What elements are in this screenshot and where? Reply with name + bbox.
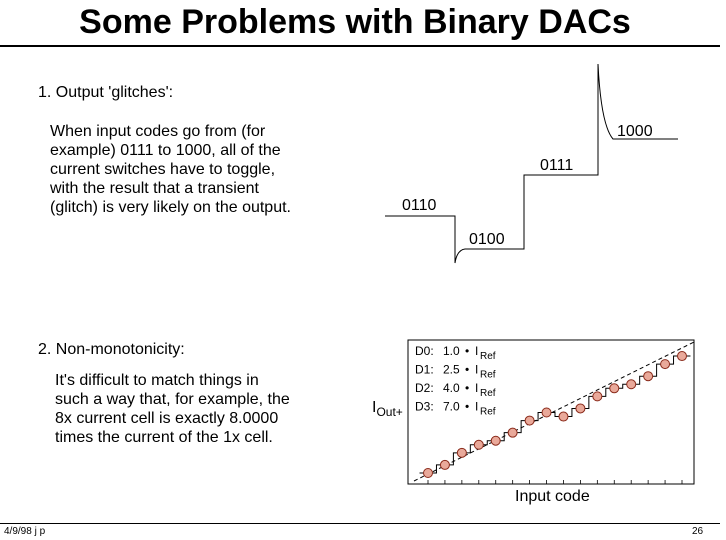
- monotonicity-line: 8x current cell is exactly 8.0000: [55, 410, 279, 427]
- x-axis-label: Input code: [515, 488, 590, 505]
- weight-legend: [415, 344, 496, 418]
- data-point: [610, 384, 619, 393]
- slide-title: Some Problems with Binary DACs: [79, 3, 631, 41]
- weight-ref-sub: Ref: [480, 388, 496, 399]
- weight-value: 7.0: [443, 399, 460, 414]
- data-point: [627, 380, 636, 389]
- data-point: [661, 360, 670, 369]
- weight-dot: •: [465, 399, 470, 414]
- weight-ref-main: I: [475, 399, 479, 414]
- code-label-0110: 0110: [402, 197, 437, 214]
- glitches-line: (glitch) is very likely on the output.: [50, 199, 291, 216]
- glitch-waveform: [385, 64, 678, 263]
- y-axis-label: [372, 398, 403, 422]
- glitches-line: current switches have to toggle,: [50, 161, 276, 178]
- weight-label: D3:: [415, 399, 434, 414]
- weight-ref-main: I: [475, 362, 479, 377]
- data-point: [593, 392, 602, 401]
- weight-ref-main: I: [475, 344, 479, 358]
- monotonicity-line: It's difficult to match things in: [55, 372, 259, 389]
- weight-ref-main: I: [475, 381, 479, 395]
- y-axis-label-sub: Out+: [376, 405, 403, 420]
- data-point: [440, 460, 449, 469]
- monotonicity-paragraph: [55, 371, 290, 447]
- data-point: [457, 448, 466, 457]
- weight-value: 2.5: [443, 362, 460, 377]
- weight-ref-sub: Ref: [480, 351, 496, 362]
- glitches-heading: 1. Output 'glitches':: [38, 84, 174, 101]
- footer-date: 4/9/98 j p: [4, 526, 46, 537]
- weight-dot: •: [465, 381, 470, 395]
- weight-value: 4.0: [443, 381, 460, 395]
- weight-dot: •: [465, 344, 470, 358]
- footer-rule: [0, 523, 720, 524]
- page-number: 26: [692, 526, 704, 537]
- weight-label: D1:: [415, 362, 434, 377]
- data-point: [491, 436, 500, 445]
- glitches-line: with the result that a transient: [50, 180, 259, 197]
- code-label-1000: 1000: [617, 123, 653, 140]
- weight-label: D0:: [415, 344, 434, 358]
- data-point: [559, 412, 568, 421]
- data-point: [576, 404, 585, 413]
- weight-ref-sub: Ref: [480, 406, 496, 418]
- monotonicity-line: such a way that, for example, the: [55, 391, 290, 408]
- data-point: [474, 440, 483, 449]
- data-point: [542, 408, 551, 417]
- code-label-0111: 0111: [540, 157, 574, 174]
- dac-transfer-chart: [400, 330, 700, 490]
- weight-dot: •: [465, 362, 470, 377]
- data-point: [644, 372, 653, 381]
- data-point: [424, 469, 433, 478]
- monotonicity-line: times the current of the 1x cell.: [55, 429, 273, 446]
- code-label-0100: 0100: [469, 231, 505, 248]
- data-point: [525, 416, 534, 425]
- weight-value: 1.0: [443, 344, 460, 358]
- weight-ref-sub: Ref: [480, 369, 496, 381]
- data-point: [678, 352, 687, 361]
- y-axis-label-main: I: [372, 399, 377, 416]
- glitches-line: example) 0111 to 1000, all of the: [50, 142, 281, 159]
- weight-label: D2:: [415, 381, 434, 395]
- monotonicity-heading: 2. Non-monotonicity:: [38, 341, 185, 358]
- glitches-line: When input codes go from (for: [50, 123, 266, 140]
- data-point: [508, 428, 517, 437]
